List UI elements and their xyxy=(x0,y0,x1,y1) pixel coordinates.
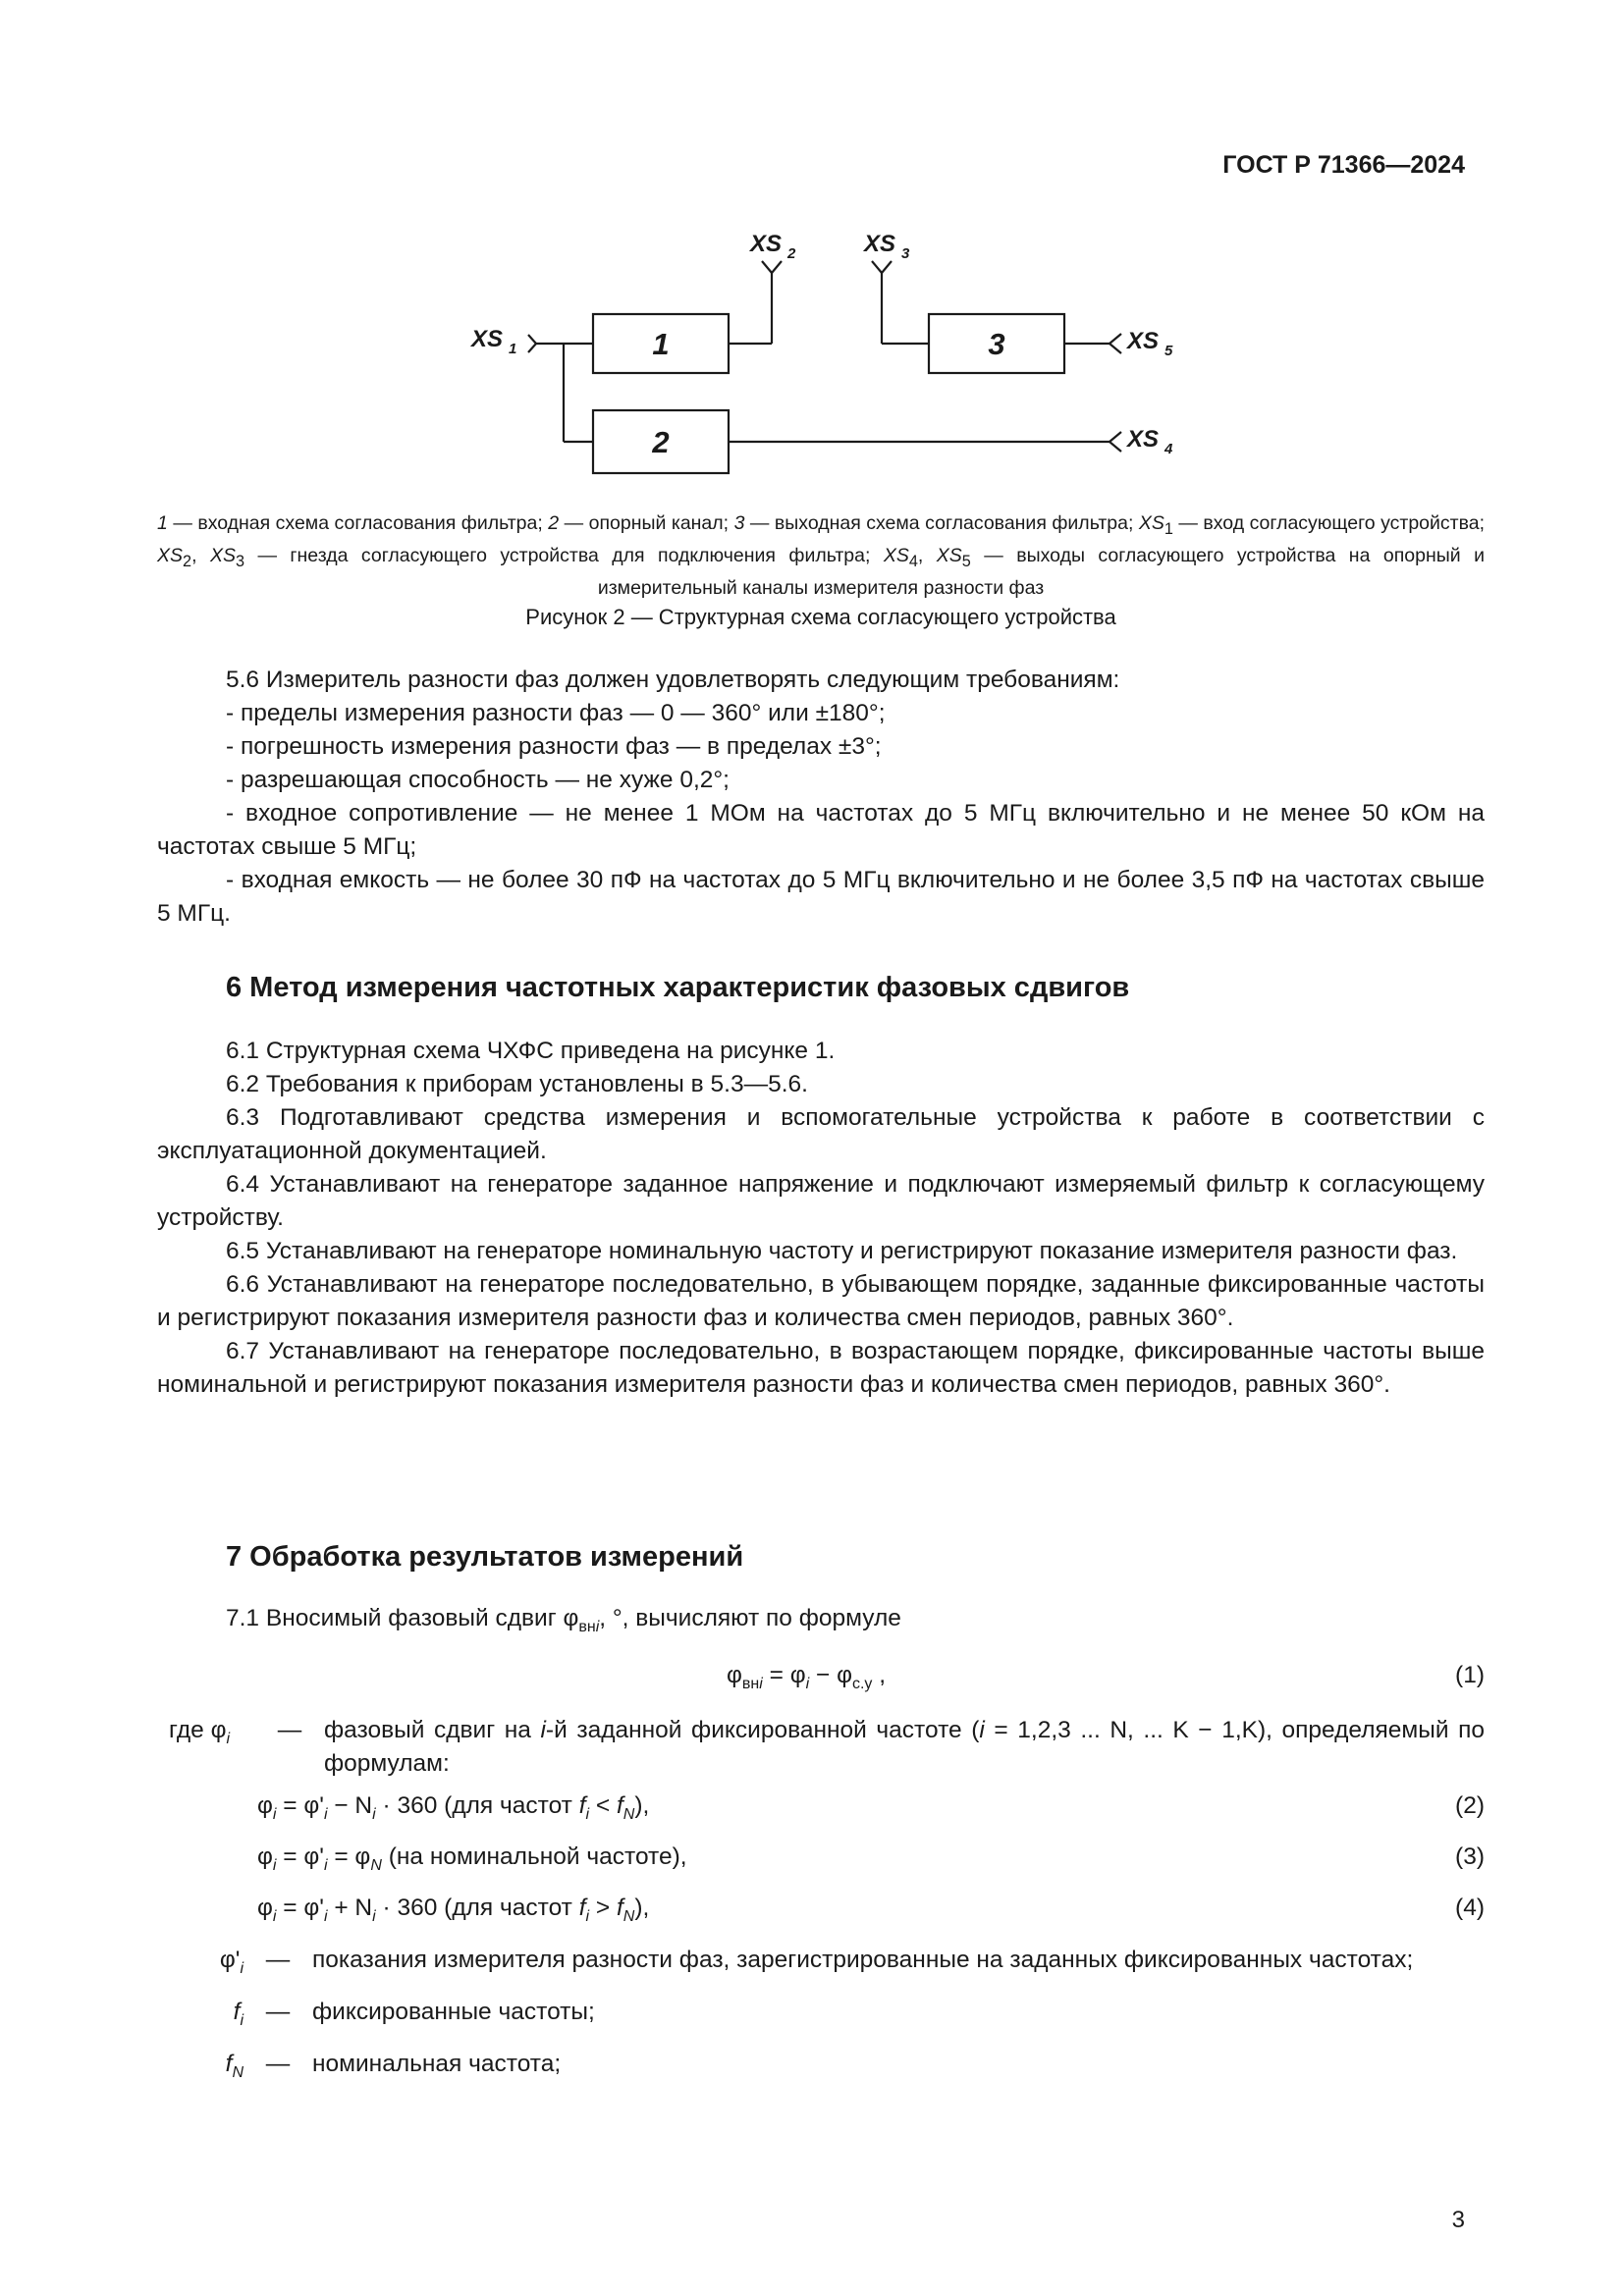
svg-text:1: 1 xyxy=(509,341,517,357)
section-6 xyxy=(157,1035,1485,1402)
figure-caption: Рисунок 2 — Структурная схема согласующего устройства xyxy=(525,605,1116,629)
paragraph: 6.1 Структурная схема ЧХФС приведена на рисунке 1. xyxy=(226,1038,836,1064)
xs1-label xyxy=(469,326,516,357)
svg-text:XS: XS xyxy=(471,326,504,352)
formula-3: $\varphi_i = \varphi'_i = \varphi_N$ (на номинальной частоте), (3) xyxy=(257,1843,1485,1874)
paragraph: 6.4 Устанавливают на генераторе заданное напряжение и подключают измеряемый фильтр к согласующему устройству. xyxy=(157,1171,1485,1231)
list-item: - погрешность измерения разности фаз — в пределах ±3°; xyxy=(226,733,882,760)
xs2-connector xyxy=(762,261,782,273)
xs3-connector xyxy=(872,261,892,273)
svg-text:4: 4 xyxy=(1164,441,1173,457)
paragraph: 6.2 Требования к приборам установлены в 5.3—5.6. xyxy=(226,1071,808,1097)
svg-text:XS: XS xyxy=(1127,426,1160,453)
svg-text:2: 2 xyxy=(787,245,796,262)
xs2-label xyxy=(748,231,796,262)
paragraph: 5.6 Измеритель разности фаз должен удовлетворять следующим требованиям: xyxy=(226,667,1120,693)
figure-legend: 1 — входная схема согласования фильтра; 2 — опорный канал; 3 — выходная схема согласования фильтра; $XS_1$ — вход согласующего устройства; $XS_2$, $XS_3$ — гнезда согласующего устройства для подключения фильтра; $XS_4$, $XS_5$ — выходы согласующего устройства на опорный и измерительный каналы измерителя разности фаз xyxy=(157,512,1485,599)
list-item: - входное сопротивление — не менее 1 МОм на частотах до 5 МГц включительно и не менее 50 кОм на частотах свыше 5 МГц; xyxy=(157,800,1485,860)
formula-4: $\varphi_i = \varphi'_i + N_i \cdot 360$ (для частот $f_i > f_N$), (4) xyxy=(257,1895,1485,1925)
paragraph-7-1: 7.1 Вносимый фазовый сдвиг $\varphi_{внi}$, °, вычисляют по формуле xyxy=(226,1605,901,1635)
list-item: - разрешающая способность — не хуже 0,2°; xyxy=(226,767,730,793)
where-block xyxy=(157,1714,1485,2090)
formula-2: $\varphi_i = \varphi'_i - N_i \cdot 360$ (для частот $f_i < f_N$), (2) xyxy=(257,1792,1485,1823)
xs1-connector xyxy=(528,335,536,352)
block-diagram xyxy=(461,224,1208,489)
block-3-label: 3 xyxy=(988,327,1005,361)
svg-text:3: 3 xyxy=(901,245,910,262)
svg-text:XS: XS xyxy=(864,231,896,257)
xs3-label xyxy=(862,231,910,262)
section-5-6 xyxy=(157,664,1485,931)
svg-text:XS: XS xyxy=(750,231,783,257)
definition-row: $\varphi'_i$ — показания измерителя разности фаз, зарегистрированные на заданных фиксированных частотах; xyxy=(219,1947,1414,1977)
page-number: 3 xyxy=(1451,2207,1465,2233)
definition-row: где $\varphi_i$ — фазовый сдвиг на i-й заданной фиксированной частоте (i = 1,2,3 ... N, ... K − 1,K), определяемый по формулам: xyxy=(169,1717,1486,1777)
block-1-label: 1 xyxy=(652,327,670,361)
document-code: ГОСТ Р 71366—2024 xyxy=(1222,151,1465,179)
xs4-label xyxy=(1125,426,1173,457)
paragraph: 6.6 Устанавливают на генераторе последовательно, в убывающем порядке, заданные фиксированные частоты и регистрируют показания измерителя разности фаз и количества смен периодов, равных 360°. xyxy=(157,1271,1485,1331)
list-item: - пределы измерения разности фаз — 0 — 360° или ±180°; xyxy=(226,700,886,726)
paragraph: 6.7 Устанавливают на генераторе последовательно, в возрастающем порядке, фиксированные частоты выше номинальной и регистрируют показания измерителя разности фаз и количества смен периодов, равных 360°. xyxy=(157,1338,1485,1398)
definition-row: $f_i$ — фиксированные частоты; xyxy=(233,1999,595,2029)
paragraph: 6.5 Устанавливают на генераторе номинальную частоту и регистрируют показание измерителя разности фаз. xyxy=(226,1238,1458,1264)
svg-text:XS: XS xyxy=(1127,328,1160,354)
svg-text:5: 5 xyxy=(1164,343,1173,359)
list-item: - входная емкость — не более 30 пФ на частотах до 5 МГц включительно и не более 3,5 пФ на частотах свыше 5 МГц. xyxy=(157,867,1485,927)
section-7-heading: 7 Обработка результатов измерений xyxy=(226,1541,744,1573)
equation-number: (1) xyxy=(1455,1662,1485,1688)
xs4-connector xyxy=(1110,432,1121,452)
xs5-label xyxy=(1125,328,1173,359)
paragraph: 6.3 Подготавливают средства измерения и вспомогательные устройства к работе в соответствии с эксплуатационной документацией. xyxy=(157,1104,1485,1164)
section-6-heading: 6 Метод измерения частотных характеристик фазовых сдвигов xyxy=(226,972,1130,1003)
xs5-connector xyxy=(1110,334,1121,353)
definition-row: $f_N$ — номинальная частота; xyxy=(225,2051,562,2081)
block-2-label: 2 xyxy=(652,425,670,459)
